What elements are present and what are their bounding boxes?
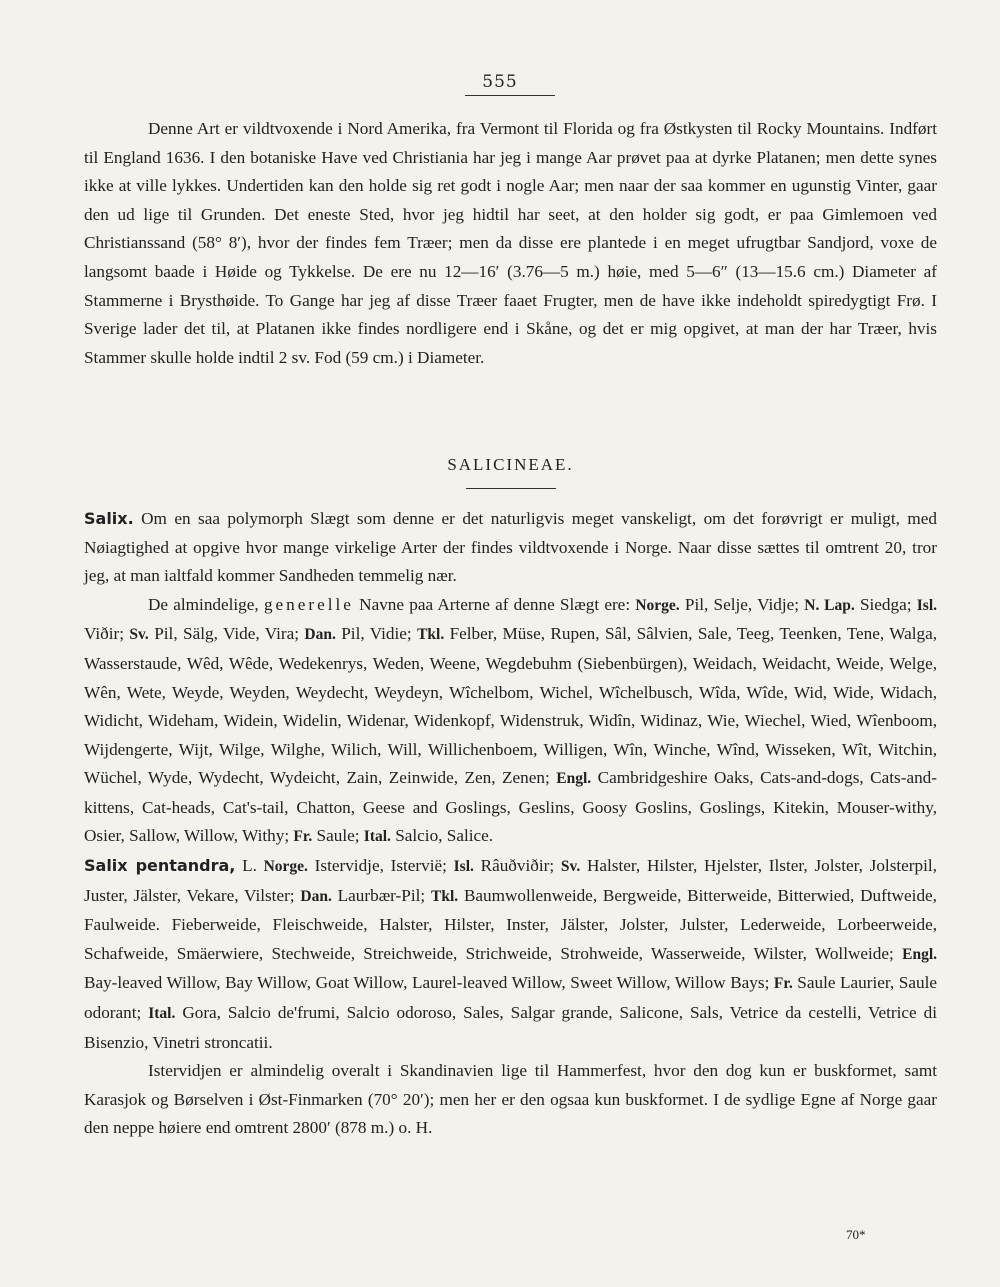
names-list: Baumwollenweide, Bergweide, Bitterweide, Bitterwied, Duftweide, Faulweide. Fieberweide, Fleischweide, Halster, Hilster, Inster, Jälster, Jolster, Julster, Lederweide, Lorbeerweide, Schafweide, Smäerwiere, Stechweide, Streichweide, Strichweide, Strohweide, Wasserweide, Wilster, Wollweide; bbox=[84, 885, 937, 963]
paragraph-platanus: Denne Art er vildtvoxende i Nord Amerika, fra Vermont til Florida og fra Østkysten til Rocky Mountains. Indført til England 1636. I den botaniske Have ved Christiania har jeg i mange Aar prøvet paa at dyrke Platanen; men dette synes ikke at ville lykkes. Undertiden kan den holde sig ret godt i nogle Aar; men naar der saa kommer en ugunstig Vinter, gaar den ud lige til Grunden. Det eneste Sted, hvor jeg hidtil har seet, at den holder sig godt, er paa Gimlemoen ved Christianssand (58° 8′), hvor der findes fem Træer; men da disse ere plantede i en meget ufrugtbar Sandjord, voxe de langsomt baade i Høide og Tykkelse. De ere nu 12—16′ (3.76—5 m.) høie, med 5—6″ (13—15.6 cm.) Diameter af Stammerne i Brysthøide. To Gange har jeg af disse Træer faaet Frugter, men de have ikke indeholdt spiredygtigt Frø. I Sverige lader det til, at Platanen ikke findes nordligere end i Skåne, og det er mig opgivet, at man der har Træer, hvis Stammer skulle holde indtil 2 sv. Fod (59 cm.) i Diameter. bbox=[84, 119, 937, 367]
names-list: Gora, Salcio de'frumi, Salcio odoroso, Sales, Salgar grande, Salicone, Sals, Vetrice da cestelli, Vetrice di Bisenzio, Vinetri stroncatii. bbox=[84, 1003, 937, 1052]
names-intro: Navne paa Arterne af denne Slægt ere: bbox=[353, 594, 636, 614]
names-list: Pil, Sälg, Vide, Vira; bbox=[148, 624, 305, 644]
lang-label: Dan. bbox=[300, 887, 332, 905]
lang-label: Engl. bbox=[556, 770, 592, 788]
species-author: L. bbox=[235, 856, 264, 876]
lang-label: Tkl. bbox=[417, 626, 445, 644]
lang-label: Norge. bbox=[263, 858, 308, 876]
lang-label: Fr. bbox=[773, 975, 793, 993]
names-list: Cambridgeshire Oaks, Cats-and-dogs, Cats-and-kittens, Cat-heads, Cat's-tail, Chatton, Geese and Goslings, Geslins, Goosy Goslins, Goslings, Kitekin, Mouser-withy, Osier, Sallow, Willow, Withy; bbox=[84, 768, 938, 846]
paragraph-salix-intro bbox=[84, 505, 937, 591]
lang-label: Norge. bbox=[635, 596, 680, 614]
names-list: Felber, Müse, Rupen, Sâl, Sâlvien, Sale, Teeg, Teenken, Tene, Walga, Wasserstaude, Wêd, Wêde, Wedekenrys, Weden, Weene, Wegdebuhm (Siebenbürgen), Weidach, Weidacht, Weide, Welge, Wên, Wete, Weyde, Weyden, Weydecht, Weydeyn, Wîchelbom, Wichel, Wîchelbusch, Wîda, Wîde, Wid, Wide, Widach, Widicht, Wideham, Widein, Widelin, Widenar, Widenkopf, Widenstruk, Widîn, Widinaz, Wie, Wiechel, Wied, Wîenboom, Wijdengerte, Wijt, Wilge, Wilghe, Wilich, Will, Willichenboem, Willigen, Wîn, Winche, Wînd, Wisseken, Wît, Witchin, Wüchel, Wyde, Wydecht, Wydeicht, Zain, Zeinwide, Zen, Zenen; bbox=[84, 624, 937, 788]
names-intro: De almindelige, bbox=[148, 594, 264, 614]
lang-label: Dan. bbox=[304, 626, 336, 644]
lang-label: Isl. bbox=[453, 858, 474, 876]
paragraph-istervidjen: Istervidjen er almindelig overalt i Skandinavien lige til Hammerfest, hvor den dog kun er buskformet, samt Karasjok og Børselven i Øst-Finmarken (70° 20′); men her er den ogsaa kun buskformet. I de sydlige Egne af Norge gaar den neppe høiere end omtrent 2800′ (878 m.) o. H. bbox=[84, 1061, 937, 1138]
lang-label: Fr. bbox=[293, 828, 313, 846]
lang-label: Isl. bbox=[916, 596, 937, 614]
names-list: Râuðviðir; bbox=[473, 856, 561, 876]
page-number-rule bbox=[465, 95, 555, 96]
names-list: Pil, Selje, Vidje; bbox=[679, 594, 805, 614]
paragraph-salix-pentandra bbox=[84, 852, 937, 1057]
names-list: Salcio, Salice. bbox=[390, 826, 494, 846]
names-list: Viðir; bbox=[84, 624, 130, 644]
section-heading: SALICINEAE. bbox=[447, 455, 574, 475]
names-list: Halster, Hilster, Hjelster, Ilster, Jolster, Jolsterpil, Juster, Jälster, Vekare, Vilster; bbox=[84, 856, 937, 905]
lang-label: Engl. bbox=[902, 945, 937, 963]
lang-label: Tkl. bbox=[430, 887, 459, 905]
signature-mark: 70* bbox=[846, 1227, 866, 1242]
lang-label: Sv. bbox=[560, 858, 581, 876]
names-spaced: generelle bbox=[263, 594, 354, 614]
section-rule bbox=[466, 488, 556, 489]
lang-label: Ital. bbox=[148, 1005, 176, 1023]
names-list: Bay-leaved Willow, Bay Willow, Goat Willow, Laurel-leaved Willow, Sweet Willow, Willow Bays; bbox=[84, 973, 774, 993]
names-list: Istervidje, Istervië; bbox=[307, 856, 454, 876]
names-list: Siedga; bbox=[854, 594, 917, 614]
page-number: 555 bbox=[482, 72, 518, 92]
lang-label: Ital. bbox=[363, 828, 391, 846]
species-name: Salix pentandra, bbox=[84, 856, 236, 876]
names-list: Laurbær-Pil; bbox=[331, 885, 431, 905]
names-list: Saule; bbox=[312, 826, 364, 846]
salix-intro-text: Om en saa polymorph Slægt som denne er det naturligvis meget vanskeligt, om det forøvrigt er muligt, med Nøiagtighed at opgive hvor mange virkelige Arter der findes vildtvoxende i Norge. Naar disse sættes til omtrent 20, tror jeg, at man ialtfald kommer Sandheden temmelig nær. bbox=[84, 508, 937, 586]
genus-name: Salix. bbox=[84, 508, 134, 528]
body-text bbox=[84, 115, 937, 1143]
lang-label: Sv. bbox=[129, 626, 149, 644]
paragraph-salix-names bbox=[84, 591, 937, 852]
lang-label: N. Lap. bbox=[804, 596, 855, 614]
names-list: Saule Laurier, Saule odorant; bbox=[84, 973, 937, 1023]
names-list: Pil, Vidie; bbox=[335, 624, 418, 644]
